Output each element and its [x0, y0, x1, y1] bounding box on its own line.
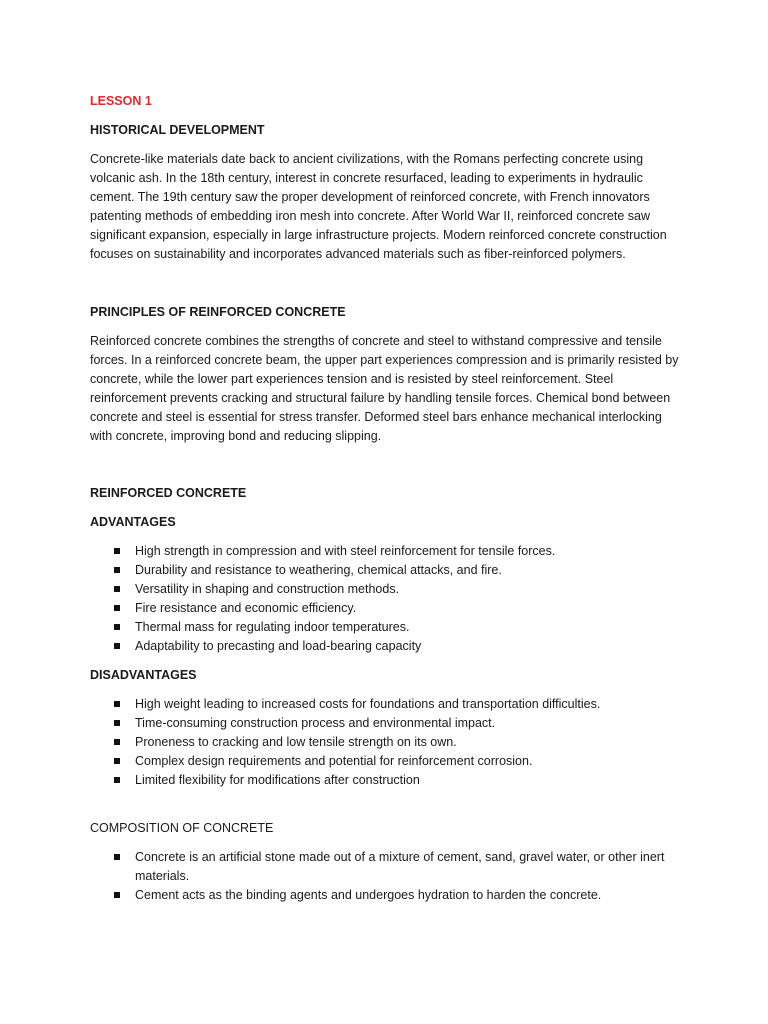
list-item [90, 561, 682, 580]
square-bullet-icon [114, 548, 120, 554]
spacer [90, 456, 682, 484]
lesson-label: LESSON 1 [90, 94, 152, 108]
list-item [90, 618, 682, 637]
list-item [90, 637, 682, 656]
advantages-list [90, 542, 682, 656]
square-bullet-icon [114, 758, 120, 764]
reinforced-concrete-heading: REINFORCED CONCRETE [90, 486, 247, 500]
square-bullet-icon [114, 567, 120, 573]
list-item [90, 733, 682, 752]
historical-development-paragraph: Concrete-like materials date back to ancient civilizations, with the Romans perfecting concrete using volcanic ash. In the 18th century, interest in concrete resurfaced, leading to experiments in hydraulic cement. The 19th century saw the proper development of reinforced concrete, with French innovators patenting methods of embedding iron mesh into concrete. After World War II, reinforced concrete saw significant expansion, especially in large infrastructure projects. Modern reinforced concrete construction focuses on sustainability and incorporates advanced materials such as fiber-reinforced polymers. [90, 152, 667, 261]
principles-paragraph: Reinforced concrete combines the strengths of concrete and steel to withstand compressive and tensile forces. In a reinforced concrete beam, the upper part experiences compression and is primarily resisted by concrete, while the lower part experiences tension and is resisted by steel reinforcement. Steel reinforcement prevents cracking and structural failure by handling tensile forces. Chemical bond between concrete and steel is essential for stress transfer. Deformed steel bars enhance mechanical interlocking with concrete, improving bond and reducing slipping. [90, 334, 679, 443]
advantages-heading: ADVANTAGES [90, 515, 176, 529]
list-item [90, 695, 682, 714]
list-item-text: Complex design requirements and potential for reinforcement corrosion. [135, 754, 533, 768]
square-bullet-icon [114, 586, 120, 592]
list-item-text: Adaptability to precasting and load-bearing capacity [135, 639, 422, 653]
list-item [90, 599, 682, 618]
list-item-text: Thermal mass for regulating indoor temperatures. [135, 620, 410, 634]
list-item [90, 848, 682, 886]
list-item-text: Proneness to cracking and low tensile strength on its own. [135, 735, 457, 749]
list-item-text: High strength in compression and with steel reinforcement for tensile forces. [135, 544, 556, 558]
square-bullet-icon [114, 720, 120, 726]
historical-development-heading: HISTORICAL DEVELOPMENT [90, 123, 265, 137]
disadvantages-list [90, 695, 682, 790]
square-bullet-icon [114, 739, 120, 745]
list-item-text: Time-consuming construction process and environmental impact. [135, 716, 496, 730]
square-bullet-icon [114, 892, 120, 898]
list-item-text: Versatility in shaping and construction methods. [135, 582, 400, 596]
list-item [90, 580, 682, 599]
disadvantages-heading: DISADVANTAGES [90, 668, 197, 682]
list-item-text: High weight leading to increased costs for foundations and transportation difficulties. [135, 697, 601, 711]
principles-heading: PRINCIPLES OF REINFORCED CONCRETE [90, 305, 346, 319]
square-bullet-icon [114, 777, 120, 783]
list-item [90, 771, 682, 790]
square-bullet-icon [114, 605, 120, 611]
document-page [90, 92, 682, 915]
list-item-text: Fire resistance and economic efficiency. [135, 601, 357, 615]
square-bullet-icon [114, 854, 120, 860]
square-bullet-icon [114, 624, 120, 630]
list-item-text: Limited flexibility for modifications after construction [135, 773, 420, 787]
list-item-text: Concrete is an artificial stone made out of a mixture of cement, sand, gravel water, or other inert materials. [135, 850, 665, 883]
list-item-text: Cement acts as the binding agents and undergoes hydration to harden the concrete. [135, 888, 602, 902]
list-item [90, 542, 682, 561]
spacer [90, 800, 682, 819]
list-item [90, 752, 682, 771]
list-item [90, 714, 682, 733]
spacer [90, 274, 682, 303]
composition-list [90, 848, 682, 905]
square-bullet-icon [114, 643, 120, 649]
list-item-text: Durability and resistance to weathering, chemical attacks, and fire. [135, 563, 502, 577]
list-item [90, 886, 682, 905]
composition-heading: COMPOSITION OF CONCRETE [90, 821, 274, 835]
square-bullet-icon [114, 701, 120, 707]
